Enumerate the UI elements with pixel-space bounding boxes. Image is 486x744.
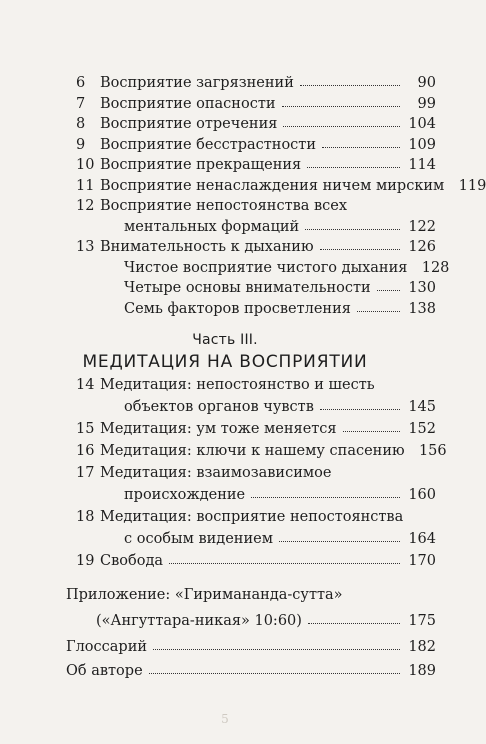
entry-page: 122 — [408, 219, 436, 235]
entry-title: Внимательность к дыханию — [100, 239, 314, 255]
toc-entry — [66, 636, 436, 658]
entry-title: Восприятие прекращения — [100, 157, 302, 173]
leader-dots — [305, 216, 400, 230]
leader-dots — [153, 636, 400, 650]
entry-page: 170 — [408, 553, 436, 569]
entry-page: 104 — [408, 116, 436, 132]
entry-page: 90 — [417, 75, 436, 91]
entry-number: 10 — [76, 157, 95, 173]
entry-number: 18 — [76, 509, 95, 525]
entry-title: с особым видением — [124, 531, 273, 547]
part-label: Часть III. — [192, 332, 258, 348]
entry-title: Медитация: восприятие непостоянства — [100, 509, 404, 525]
toc-entry — [76, 440, 447, 462]
toc-entry — [76, 134, 436, 156]
leader-dots — [283, 113, 400, 127]
toc-entry — [76, 396, 436, 418]
toc-entry — [76, 257, 450, 279]
part-title: МЕДИТАЦИЯ НА ВОСПРИЯТИИ — [82, 352, 368, 372]
entry-title: Восприятие опасности — [100, 96, 276, 112]
toc-entry — [76, 374, 436, 396]
entry-number: 11 — [76, 178, 95, 194]
entry-page: 164 — [408, 531, 436, 547]
entry-title: происхождение — [124, 487, 246, 503]
leader-dots — [308, 610, 400, 624]
entry-title: Глоссарий — [66, 639, 148, 655]
toc-entry — [76, 298, 436, 320]
leader-dots — [357, 298, 400, 312]
entry-page: 182 — [408, 639, 436, 655]
toc-entry — [76, 113, 436, 135]
toc-entry — [76, 277, 436, 299]
entry-title: объектов органов чувств — [124, 399, 314, 415]
entry-page: 175 — [408, 613, 436, 629]
leader-dots — [300, 72, 400, 86]
entry-title: Чистое восприятие чистого дыхания — [124, 260, 408, 276]
entry-number: 14 — [76, 377, 95, 393]
entry-title: Восприятие ненаслаждения ничем мирским — [100, 178, 445, 194]
toc-entry — [76, 236, 436, 258]
leader-dots — [279, 528, 400, 542]
entry-page: 128 — [421, 260, 450, 276]
entry-title: Восприятие отречения — [100, 116, 278, 132]
entry-number: 17 — [76, 465, 95, 481]
toc-entry — [76, 175, 486, 197]
toc-entry — [66, 584, 426, 606]
entry-page: 114 — [408, 157, 436, 173]
toc-entry — [76, 154, 436, 176]
toc-entry — [76, 418, 436, 440]
entry-title: Медитация: ключи к нашему спасению — [100, 443, 405, 459]
toc-entry — [76, 484, 436, 506]
leader-dots — [282, 93, 400, 107]
toc-entry — [76, 72, 436, 94]
leader-dots — [149, 660, 400, 674]
toc-entry — [66, 660, 436, 682]
entry-title: Свобода — [100, 553, 164, 569]
entry-title: Медитация: ум тоже меняется — [100, 421, 337, 437]
entry-page: 145 — [408, 399, 436, 415]
entry-title: Медитация: взаимозависимое — [100, 465, 332, 481]
entry-title: Четыре основы внимательности — [124, 280, 371, 296]
leader-dots — [320, 396, 400, 410]
leader-dots — [307, 154, 400, 168]
entry-page: 156 — [418, 443, 447, 459]
toc-entry — [76, 550, 436, 572]
entry-page: 160 — [408, 487, 436, 503]
entry-title: Приложение: «Гиримананда-сутта» — [66, 587, 343, 603]
page-number: 5 — [221, 712, 229, 726]
toc-entry — [76, 506, 436, 528]
entry-page: 152 — [408, 421, 436, 437]
leader-dots — [343, 418, 400, 432]
entry-number: 6 — [76, 75, 86, 91]
entry-title: Восприятие непостоянства всех — [100, 198, 348, 214]
entry-title: Восприятие бесстрастности — [100, 137, 316, 153]
entry-number: 16 — [76, 443, 95, 459]
entry-number: 12 — [76, 198, 95, 214]
leader-dots — [251, 484, 400, 498]
entry-page: 126 — [408, 239, 436, 255]
entry-number: 15 — [76, 421, 95, 437]
entry-title: ментальных формаций — [124, 219, 300, 235]
entry-number: 8 — [76, 116, 86, 132]
entry-page: 109 — [408, 137, 436, 153]
leader-dots — [322, 134, 400, 148]
entry-page: 189 — [408, 663, 436, 679]
entry-title: Семь факторов просветления — [124, 301, 351, 317]
entry-number: 13 — [76, 239, 95, 255]
entry-number: 9 — [76, 137, 86, 153]
entry-number: 19 — [76, 553, 95, 569]
toc-entry — [76, 195, 436, 217]
toc-entry — [76, 93, 436, 115]
entry-title: Об авторе — [66, 663, 143, 679]
entry-page: 119 — [458, 178, 486, 194]
entry-title: Медитация: непостоянство и шесть — [100, 377, 375, 393]
entry-page: 138 — [408, 301, 436, 317]
toc-entry — [76, 462, 436, 484]
entry-title: Восприятие загрязнений — [100, 75, 294, 91]
leader-dots — [320, 236, 400, 250]
entry-number: 7 — [76, 96, 86, 112]
toc-entry — [76, 528, 436, 550]
entry-page: 99 — [417, 96, 436, 112]
entry-page: 130 — [408, 280, 436, 296]
leader-dots — [169, 550, 400, 564]
toc-entry — [76, 216, 436, 238]
leader-dots — [377, 277, 400, 291]
entry-title: («Ангуттара-никая» 10:60) — [96, 613, 302, 629]
toc-entry — [96, 610, 436, 632]
